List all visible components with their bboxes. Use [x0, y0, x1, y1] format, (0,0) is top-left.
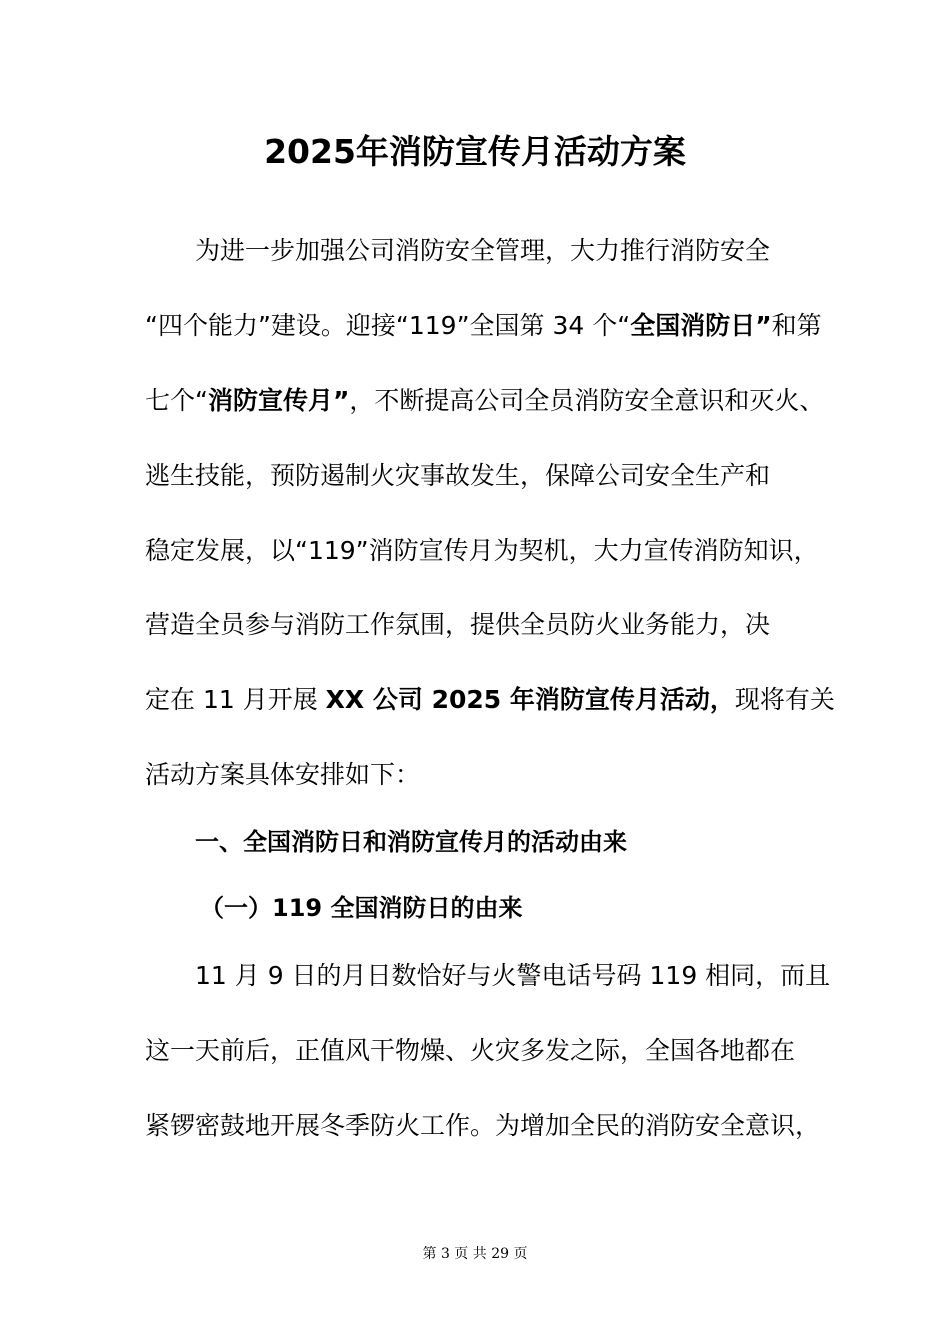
paragraph-line [145, 308, 835, 344]
text-run: 现将有关 [734, 685, 835, 714]
text-run: 定在 11 月开展 [145, 685, 326, 714]
paragraph-line: 为进一步加强公司消防安全管理，大力推行消防安全 [195, 236, 771, 265]
paragraph-line: 逃生技能，预防遏制火灾事故发生，保障公司安全生产和 [145, 461, 771, 490]
paragraph-line: 活动方案具体安排如下： [145, 760, 421, 789]
paragraph-line [145, 383, 835, 419]
document-title: 2025年消防宣传月活动方案 [264, 132, 686, 171]
bold-text-run: 消防宣传月” [207, 386, 350, 415]
paragraph-line: 这一天前后，正值风干物燥、火灾多发之际，全国各地都在 [145, 1036, 796, 1065]
bold-text-run: XX 公司 2025 年消防宣传月活动， [325, 685, 735, 714]
text-run: 七个“ [145, 386, 208, 415]
paragraph-line [145, 682, 835, 718]
paragraph-line: 紧锣密鼓地开展冬季防火工作。为增加全民的消防安全意识， [145, 1111, 821, 1140]
subsection-heading: （一）119 全国消防日的由来 [200, 894, 523, 922]
text-run: ，不断提高公司全员消防安全意识和灭火、 [349, 386, 825, 415]
bold-text-run: 全国消防日” [630, 311, 772, 340]
page-footer: 第 3 页 共 29 页 [422, 1246, 528, 1262]
section-heading: 一、全国消防日和消防宣传月的活动由来 [195, 828, 627, 856]
text-run: “四个能力”建设。迎接“119”全国第 34 个“ [145, 311, 631, 340]
paragraph-line: 营造全员参与消防工作氛围，提供全员防火业务能力，决 [145, 610, 771, 639]
paragraph-line: 11 月 9 日的月日数恰好与火警电话号码 119 相同，而且 [195, 961, 831, 990]
paragraph-line: 稳定发展，以“119”消防宣传月为契机，大力宣传消防知识， [145, 536, 819, 565]
text-run: 和第 [771, 311, 822, 340]
